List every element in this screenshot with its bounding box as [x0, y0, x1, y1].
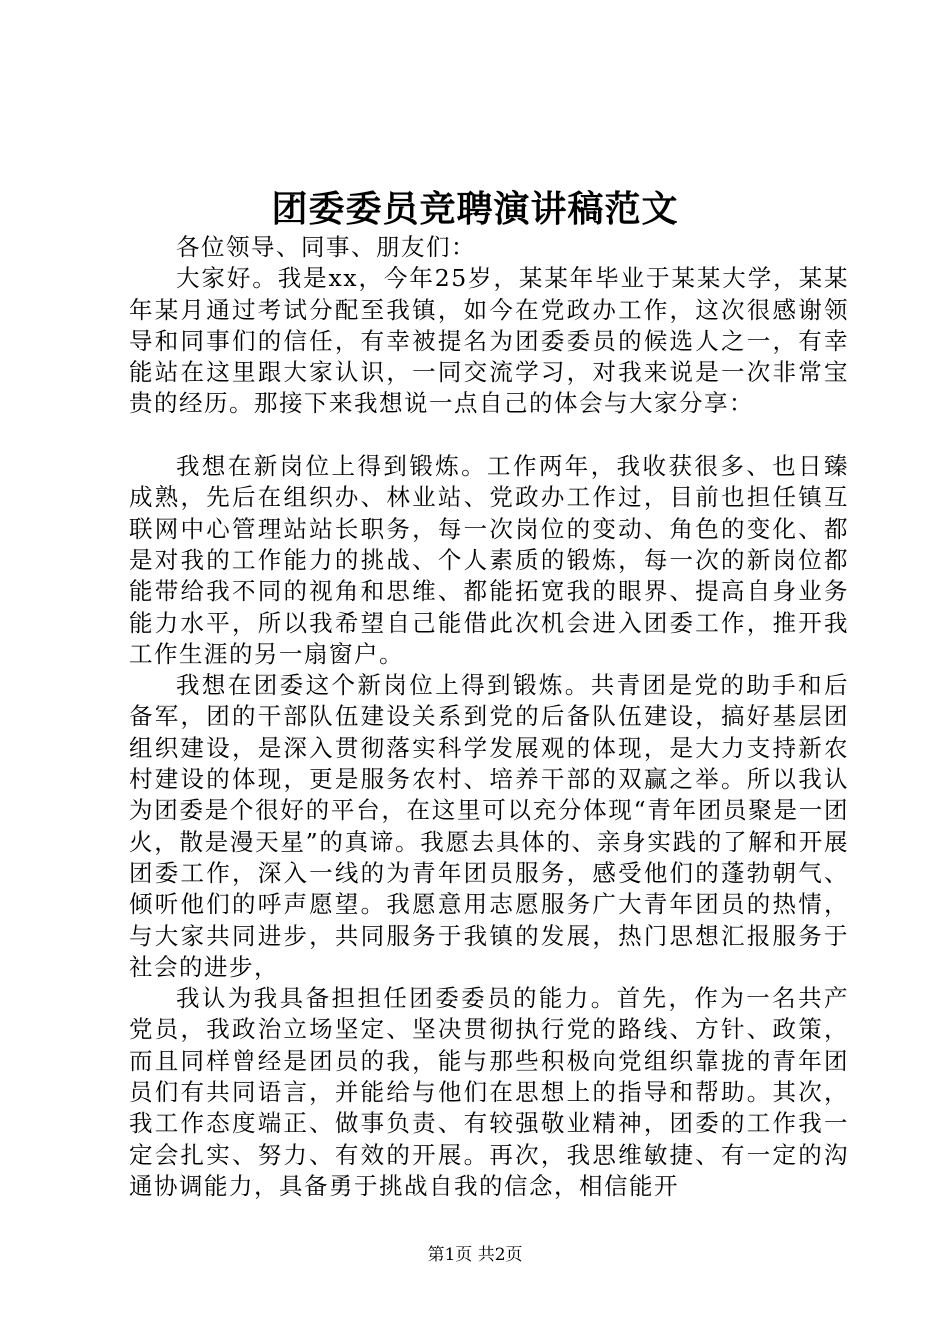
paragraph-ability: 我认为我具备担担任团委委员的能力。首先，作为一名共产党员，我政治立场坚定、坚决贯彻执行党的路线、方针、政策，而且同样曾经是团员的我，能与那些积极向党组织靠拢的青年团员们有共同语言，并能给与他们在思想上的指导和帮助。其次，我工作态度端正、做事负责、有较强敬业精神，团委的工作我一定会扎实、努力、有效的开展。再次，我思维敏捷、有一定的沟通协调能力，具备勇于挑战自我的信念，相信能开: [129, 984, 849, 1200]
salutation: 各位领导、同事、朋友们：: [176, 233, 476, 261]
page-footer: 第1页 共2页: [427, 1245, 523, 1265]
paragraph-intro: 大家好。我是xx，今年25岁，某某年毕业于某某大学，某某年某月通过考试分配至我镇，如今在党政办工作，这次很感谢领导和同事们的信任，有幸被提名为团委委员的候选人之一，有幸能站在这里跟大家认识，一同交流学习，对我来说是一次非常宝贵的经历。那接下来我想说一点自己的体会与大家分享：: [129, 264, 849, 418]
paragraph-spacer: [129, 420, 849, 451]
paragraph-new-post: 我想在新岗位上得到锻炼。工作两年，我收获很多、也日臻成熟，先后在组织办、林业站、党政办工作过，目前也担任镇互联网中心管理站站长职务，每一次岗位的变动、角色的变化、都是对我的工作能力的挑战、个人素质的锻炼，每一次的新岗位都能带给我不同的视角和思维、都能拓宽我的眼界、提高自身业务能力水平，所以我希望自己能借此次机会进入团委工作，推开我工作生涯的另一扇窗户。: [129, 452, 849, 668]
document-title: 团委委员竞聘演讲稿范文: [271, 188, 679, 230]
paragraph-league-committee: 我想在团委这个新岗位上得到锻炼。共青团是党的助手和后备军，团的干部队伍建设关系到党的后备队伍建设，搞好基层团组织建设，是深入贯彻落实科学发展观的体现，是大力支持新农村建设的体现，更是服务农村、培养干部的双赢之举。所以我认为团委是个很好的平台，在这里可以充分体现“青年团员聚是一团火，散是漫天星”的真谛。我愿去具体的、亲身实践的了解和开展团委工作，深入一线的为青年团员服务，感受他们的蓬勃朝气、倾听他们的呼声愿望。我愿意用志愿服务广大青年团员的热情，与大家共同进步，共同服务于我镇的发展，热门思想汇报服务于社会的进步，: [129, 671, 849, 981]
document-body: [129, 232, 849, 1202]
